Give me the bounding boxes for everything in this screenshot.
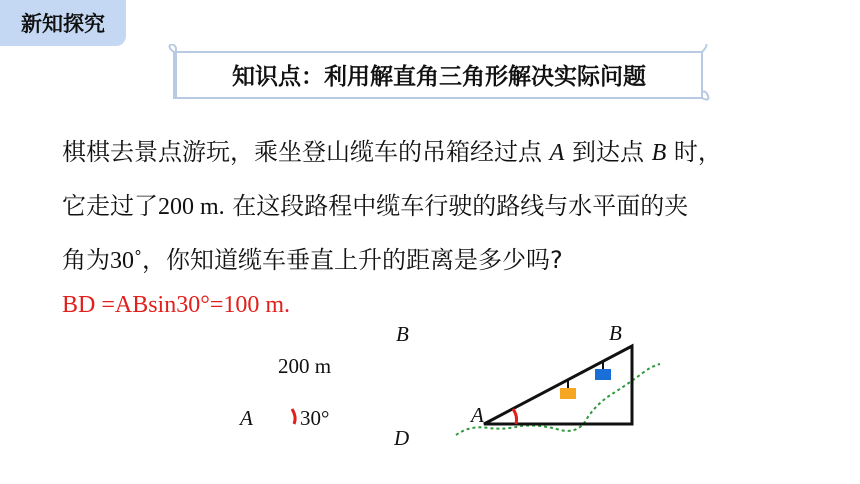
distance-value: 200 m.	[158, 194, 225, 220]
banner-title: 知识点：利用解直角三角形解决实际问题	[232, 63, 646, 90]
triangle-label-a: A	[471, 403, 484, 427]
text-segment: 棋棋去景点游玩，乘坐登山缆车的吊箱经过点	[62, 138, 550, 166]
text-segment: 到达点	[564, 138, 652, 166]
text-segment: ，你知道缆车垂直上升的距离是多少吗?	[142, 246, 563, 274]
left-label-d: D	[394, 426, 410, 450]
cable-cabin-orange	[560, 388, 576, 399]
cable-cabin-blue	[595, 369, 611, 380]
text-segment: 它走过了	[62, 192, 158, 220]
text-segment: 在这段路程中缆车行驶的路线与水平面的夹	[224, 192, 689, 220]
left-label-angle: 30°	[300, 406, 330, 430]
left-angle-arc	[292, 409, 295, 424]
section-tag-label: 新知探究	[21, 12, 105, 36]
angle-arc	[513, 409, 517, 424]
point-b-label: B	[651, 140, 667, 166]
text-segment: 时，	[666, 138, 722, 166]
right-triangle	[484, 346, 632, 424]
left-label-a: A	[240, 406, 253, 430]
left-label-b: B	[396, 322, 409, 346]
left-label-length: 200 m	[278, 354, 332, 378]
triangle-label-b: B	[609, 321, 622, 345]
angle-value: 30˚	[110, 248, 142, 274]
text-segment: 角为	[62, 246, 110, 274]
answer-text: BD =ABsin30°=100 m.	[62, 292, 291, 318]
point-a-label: A	[549, 140, 565, 166]
